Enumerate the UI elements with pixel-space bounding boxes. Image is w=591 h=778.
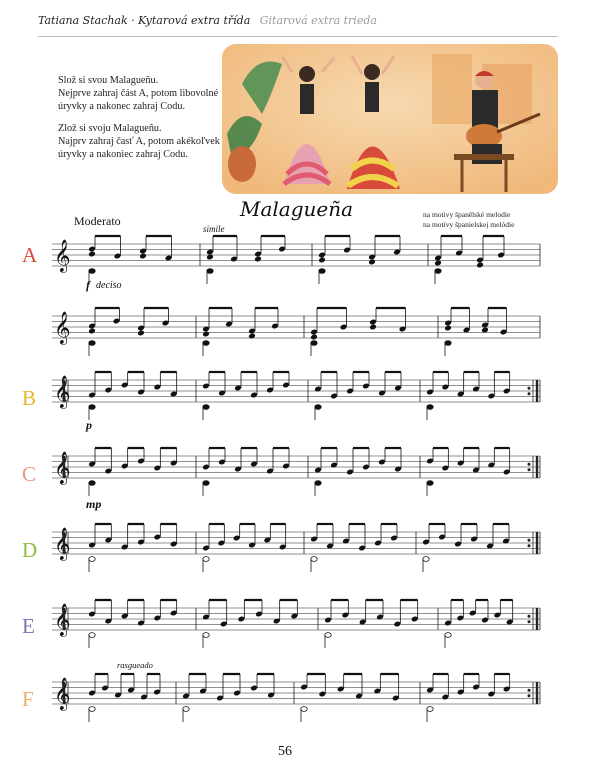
instruction-line: Nejprve zahraj část A, potom libovolné xyxy=(58,88,219,99)
note-head xyxy=(139,253,147,260)
bass-note-head xyxy=(315,481,321,486)
repeat-dot xyxy=(528,615,531,618)
header-author-title: Tatiana Stachak · Kytarová extra třída xyxy=(38,14,251,27)
bass-note-head xyxy=(427,481,433,486)
repeat-dot xyxy=(528,392,531,395)
repeat-dot xyxy=(528,689,531,692)
note-head xyxy=(369,324,377,331)
section-label-c: C xyxy=(22,462,37,486)
bass-note-head xyxy=(89,341,95,346)
instruction-line: Slož si svou Malagueñu. xyxy=(58,75,159,86)
note-head xyxy=(368,259,376,266)
bass-note-head xyxy=(435,269,441,274)
bass-note-head xyxy=(203,557,209,562)
simile-marking: simile xyxy=(203,224,225,234)
bass-note-head xyxy=(301,707,307,712)
tempo-marking: Moderato xyxy=(74,214,121,228)
instruction-line: Zlož si svoju Malagueñu. xyxy=(58,123,162,134)
bass-note-head xyxy=(89,557,95,562)
bass-note-head xyxy=(89,405,95,410)
treble-clef-icon: 𝄞 xyxy=(54,239,71,272)
section-label-b: B xyxy=(22,386,37,410)
treble-clef-icon: 𝄞 xyxy=(54,311,71,344)
source-cz: na motivy španělské melodie xyxy=(423,210,511,219)
note-head xyxy=(88,328,96,335)
section-label-d: D xyxy=(22,538,38,562)
note-head xyxy=(444,325,452,332)
repeat-dot xyxy=(528,544,531,547)
page-number: 56 xyxy=(278,744,292,759)
bass-note-head xyxy=(311,341,317,346)
section-label-f: F xyxy=(22,687,34,711)
bass-note-head xyxy=(311,557,317,562)
repeat-dot xyxy=(528,468,531,471)
bass-note-head xyxy=(445,633,451,638)
bass-note-head xyxy=(423,557,429,562)
bass-note-head xyxy=(89,633,95,638)
bass-note-head xyxy=(89,707,95,712)
note-head xyxy=(254,256,262,263)
bass-note-head xyxy=(203,341,209,346)
repeat-dot xyxy=(528,387,531,390)
bass-note-head xyxy=(315,405,321,410)
bass-note-head xyxy=(203,633,209,638)
treble-clef-icon: 𝄞 xyxy=(54,677,71,710)
repeat-dot xyxy=(528,694,531,697)
repeat-dot xyxy=(528,463,531,466)
dynamic-piano: p xyxy=(86,418,92,432)
note-head xyxy=(206,254,214,261)
rasgueado-marking: rasgueado xyxy=(117,660,153,670)
bass-note-head xyxy=(203,405,209,410)
note-head xyxy=(202,331,210,338)
repeat-dot xyxy=(528,539,531,542)
note-head xyxy=(310,334,318,341)
section-label-a: A xyxy=(22,243,38,267)
treble-clef-icon: 𝄞 xyxy=(54,451,71,484)
bass-note-head xyxy=(89,269,95,274)
note-head xyxy=(318,257,326,264)
bass-note-head xyxy=(427,707,433,712)
bass-note-head xyxy=(325,633,331,638)
instruction-line: úryvky a nakonec zahraj Codu. xyxy=(58,101,186,112)
instruction-line: Najprv zahraj časť A, potom akékoľvek xyxy=(58,136,220,147)
treble-clef-icon: 𝄞 xyxy=(54,375,71,408)
dynamic-forte: f xyxy=(86,278,90,292)
piece-title: Malagueña xyxy=(240,197,354,221)
bass-note-head xyxy=(445,341,451,346)
dynamic-word: deciso xyxy=(96,280,122,291)
dynamic-mezzopiano: mp xyxy=(86,497,102,511)
instruction-line: úryvky a nakoniec zahraj Codu. xyxy=(58,149,188,160)
note-head xyxy=(88,251,96,258)
bass-note-head xyxy=(203,481,209,486)
treble-clef-icon: 𝄞 xyxy=(54,527,71,560)
bass-note-head xyxy=(319,269,325,274)
bass-note-head xyxy=(427,405,433,410)
note-head xyxy=(248,333,256,340)
section-label-e: E xyxy=(22,614,35,638)
repeat-dot xyxy=(528,620,531,623)
header-alt-title: Gitarová extra trieda xyxy=(259,14,377,27)
bass-note-head xyxy=(183,707,189,712)
source-sk: na motívy španielskej melódie xyxy=(423,220,515,229)
note-head xyxy=(476,262,484,269)
bass-note-head xyxy=(89,481,95,486)
treble-clef-icon: 𝄞 xyxy=(54,603,71,636)
note-head xyxy=(137,330,145,337)
bass-note-head xyxy=(207,269,213,274)
